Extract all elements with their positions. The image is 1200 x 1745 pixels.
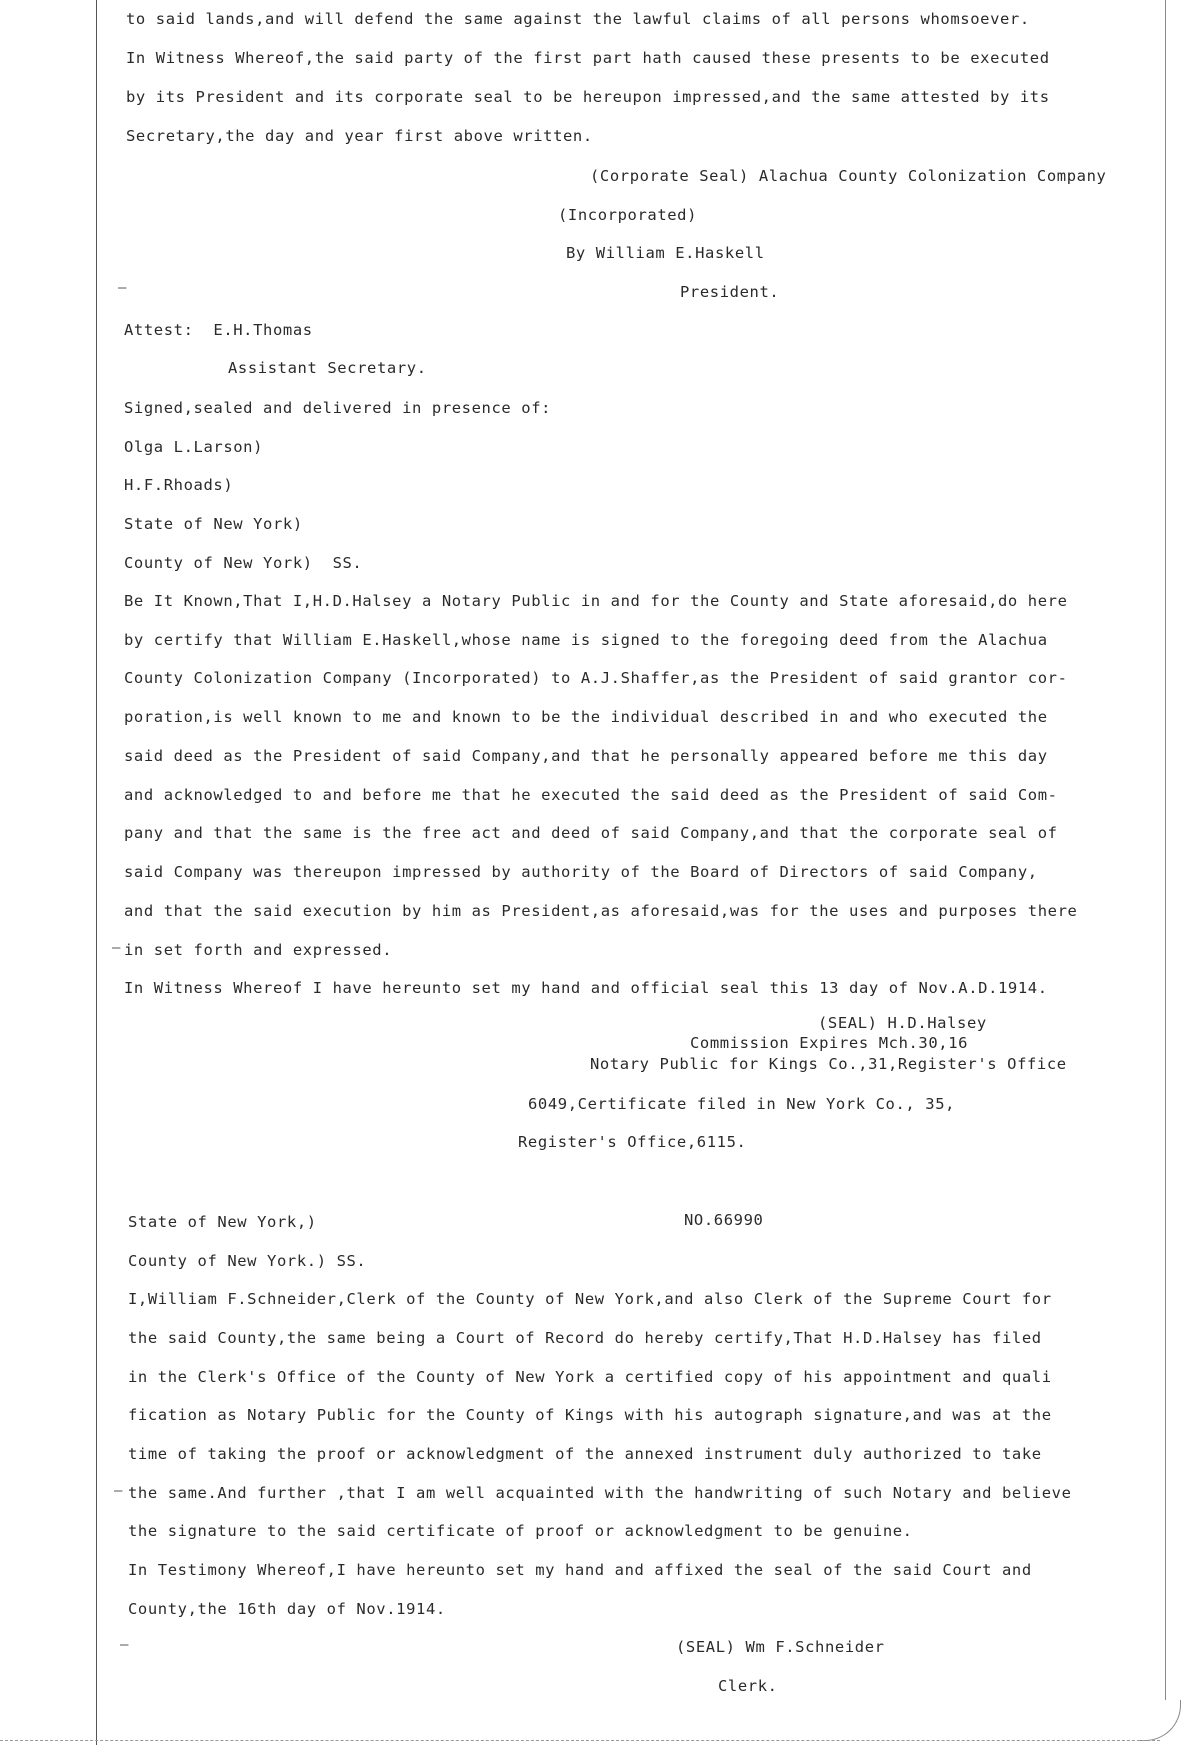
body-line: County,the 16th day of Nov.1914.: [128, 1600, 446, 1618]
body-line: and acknowledged to and before me that he executed the said deed as the President of said Com-: [124, 786, 1058, 804]
page-corner-curl: [1140, 1700, 1181, 1741]
witness-name-line: Olga L.Larson): [124, 438, 264, 456]
right-margin-rule: [1165, 0, 1166, 1700]
venue-state-line: State of New York): [124, 515, 303, 533]
venue-state-line: State of New York,): [128, 1213, 317, 1231]
signer-line: By William E.Haskell: [566, 244, 765, 262]
record-number: NO.66990: [684, 1211, 764, 1229]
body-line: said Company was thereupon impressed by authority of the Board of Directors of said Company,: [124, 863, 1038, 881]
body-line: time of taking the proof or acknowledgment of the annexed instrument duly authorized to take: [128, 1445, 1042, 1463]
body-line: I,William F.Schneider,Clerk of the County of New York,and also Clerk of the Supreme Court for: [128, 1290, 1052, 1308]
body-line: the same.And further ,that I am well acquainted with the handwriting of such Notary and believe: [128, 1484, 1072, 1502]
body-line: the signature to the said certificate of proof or acknowledgment to be genuine.: [128, 1522, 913, 1540]
margin-dash: –: [118, 280, 127, 296]
title-line: President.: [680, 283, 780, 301]
body-line: by certify that William E.Haskell,whose name is signed to the foregoing deed from the Alachua: [124, 631, 1048, 649]
body-line: pany and that the same is the free act and deed of said Company,and that the corporate seal of: [124, 824, 1058, 842]
page-bottom-edge: [0, 1740, 1160, 1741]
notary-seal-line: (SEAL) H.D.Halsey: [818, 1014, 987, 1032]
register-line: Register's Office,6115.: [518, 1133, 747, 1151]
clerk-title-line: Clerk.: [718, 1677, 778, 1695]
body-line: In Testimony Whereof,I have hereunto set my hand and affixed the seal of the said Court and: [128, 1561, 1032, 1579]
body-line: the said County,the same being a Court of Record do hereby certify,That H.D.Halsey has filed: [128, 1329, 1042, 1347]
notary-office-line: Notary Public for Kings Co.,31,Register's Office: [590, 1055, 1067, 1073]
body-line: In Witness Whereof I have hereunto set my hand and official seal this 13 day of Nov.A.D.1914.: [124, 979, 1048, 997]
body-line: by its President and its corporate seal to be hereupon impressed,and the same attested by its: [126, 88, 1050, 106]
witness-name-line: H.F.Rhoads): [124, 476, 234, 494]
attest-line: Attest: E.H.Thomas: [124, 321, 313, 339]
corporate-seal-line: (Corporate Seal) Alachua County Colonization Company: [590, 167, 1107, 185]
body-line: Secretary,the day and year first above written.: [126, 127, 593, 145]
body-line: poration,is well known to me and known to be the individual described in and who executed the: [124, 708, 1048, 726]
clerk-seal-line: (SEAL) Wm F.Schneider: [676, 1638, 885, 1656]
venue-county-line: County of New York.) SS.: [128, 1252, 367, 1270]
body-line: County Colonization Company (Incorporated) to A.J.Shaffer,as the President of said grantor cor-: [124, 669, 1068, 687]
body-line: in set forth and expressed.: [124, 941, 393, 959]
body-line: fication as Notary Public for the County of Kings with his autograph signature,and was at the: [128, 1406, 1052, 1424]
body-line: and that the said execution by him as President,as aforesaid,was for the uses and purposes there: [124, 902, 1078, 920]
secretary-title-line: Assistant Secretary.: [228, 359, 427, 377]
incorporated-line: (Incorporated): [558, 206, 698, 224]
witness-intro-line: Signed,sealed and delivered in presence of:: [124, 399, 552, 417]
venue-county-line: County of New York) SS.: [124, 554, 363, 572]
body-line: said deed as the President of said Company,and that he personally appeared before me this day: [124, 747, 1048, 765]
certificate-line: 6049,Certificate filed in New York Co., 35,: [528, 1095, 956, 1113]
margin-dash: –: [120, 1637, 129, 1653]
left-margin-rule: [96, 0, 97, 1745]
body-line: In Witness Whereof,the said party of the first part hath caused these presents to be executed: [126, 49, 1050, 67]
margin-dash: –: [114, 1483, 123, 1499]
body-line: Be It Known,That I,H.D.Halsey a Notary Public in and for the County and State aforesaid,do here: [124, 592, 1068, 610]
commission-line: Commission Expires Mch.30,16: [690, 1034, 969, 1052]
body-line: in the Clerk's Office of the County of New York a certified copy of his appointment and quali: [128, 1368, 1052, 1386]
body-line: to said lands,and will defend the same against the lawful claims of all persons whomsoever.: [126, 10, 1030, 28]
margin-dash: –: [112, 940, 121, 956]
